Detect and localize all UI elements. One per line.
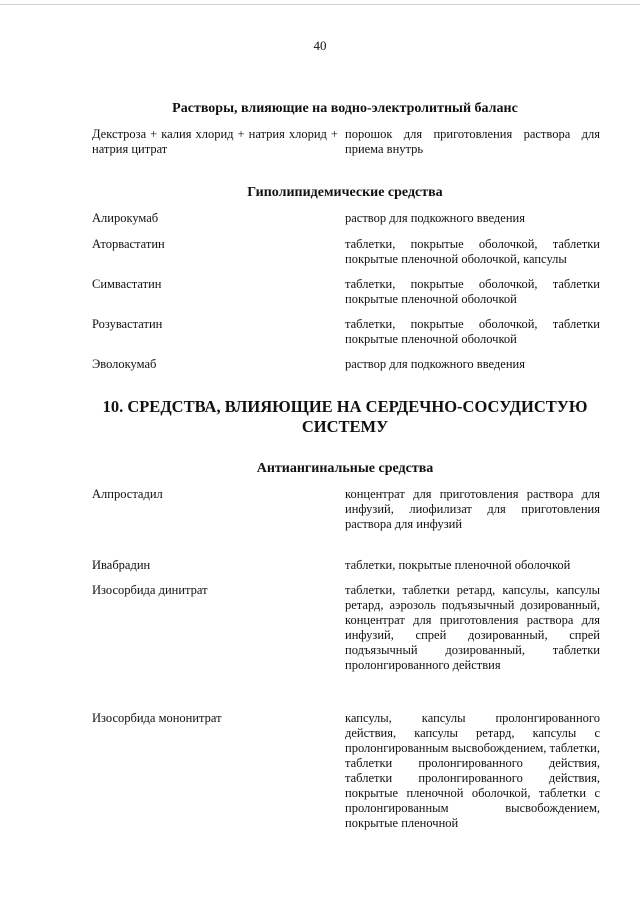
chapter-heading-line2: СИСТЕМУ	[301, 417, 389, 436]
drug-name: Ивабрадин	[92, 558, 151, 572]
drug-name: Аторвастатин	[92, 237, 165, 251]
page-number: 40	[313, 38, 327, 53]
drug-name: Алирокумаб	[92, 211, 159, 225]
drug-name: Изосорбида мононитрат	[92, 711, 222, 725]
drug-name: Декстроза + калия хлорид + натрия хлорид + натрия цитрат	[92, 127, 338, 156]
section-heading-electrolyte: Растворы, влияющие на водно-электролитный баланс	[172, 101, 518, 116]
section-heading-lipid: Гиполипидемические средства	[247, 185, 443, 200]
drug-form: раствор для подкожного введения	[345, 357, 525, 371]
drug-name: Симвастатин	[92, 277, 162, 291]
drug-form: таблетки, покрытые оболочкой, таблетки покрытые пленочной оболочкой	[345, 317, 600, 346]
drug-form: таблетки, покрытые оболочкой, таблетки покрытые пленочной оболочкой	[345, 277, 600, 306]
drug-name: Эволокумаб	[92, 357, 157, 371]
scan-edge-line	[0, 0, 640, 5]
drug-form: капсулы, капсулы пролонгированного действия, капсулы ретард, капсулы с пролонгированным высвобождением, таблетки, таблетки пролонгированного действия, таблетки пролонгированного действия, покрытые пленочной оболочкой, таблетки с пролонгированным высвобождением, покрытые пленочной	[345, 711, 600, 830]
drug-form: таблетки, покрытые оболочкой, таблетки покрытые пленочной оболочкой, капсулы	[345, 237, 600, 266]
drug-form: порошок для приготовления раствора для приема внутрь	[345, 127, 600, 156]
section-heading-antianginal: Антиангинальные средства	[256, 461, 434, 476]
chapter-heading-line1: 10. СРЕДСТВА, ВЛИЯЮЩИЕ НА СЕРДЕЧНО-СОСУДИСТУЮ	[102, 397, 588, 416]
drug-name: Розувастатин	[92, 317, 163, 331]
drug-name: Алпростадил	[92, 487, 163, 501]
drug-form: таблетки, покрытые пленочной оболочкой	[345, 558, 571, 572]
drug-form: раствор для подкожного введения	[345, 211, 525, 225]
drug-form: концентрат для приготовления раствора для инфузий, лиофилизат для приготовления раствора для инфузий	[345, 487, 600, 531]
drug-form: таблетки, таблетки ретард, капсулы, капсулы ретард, аэрозоль подъязычный дозированный, концентрат для приготовления раствора для инфузий, спрей дозированный, спрей подъязычный дозированный, таблетки пролонгированного действия	[345, 583, 600, 672]
drug-name: Изосорбида динитрат	[92, 583, 208, 597]
